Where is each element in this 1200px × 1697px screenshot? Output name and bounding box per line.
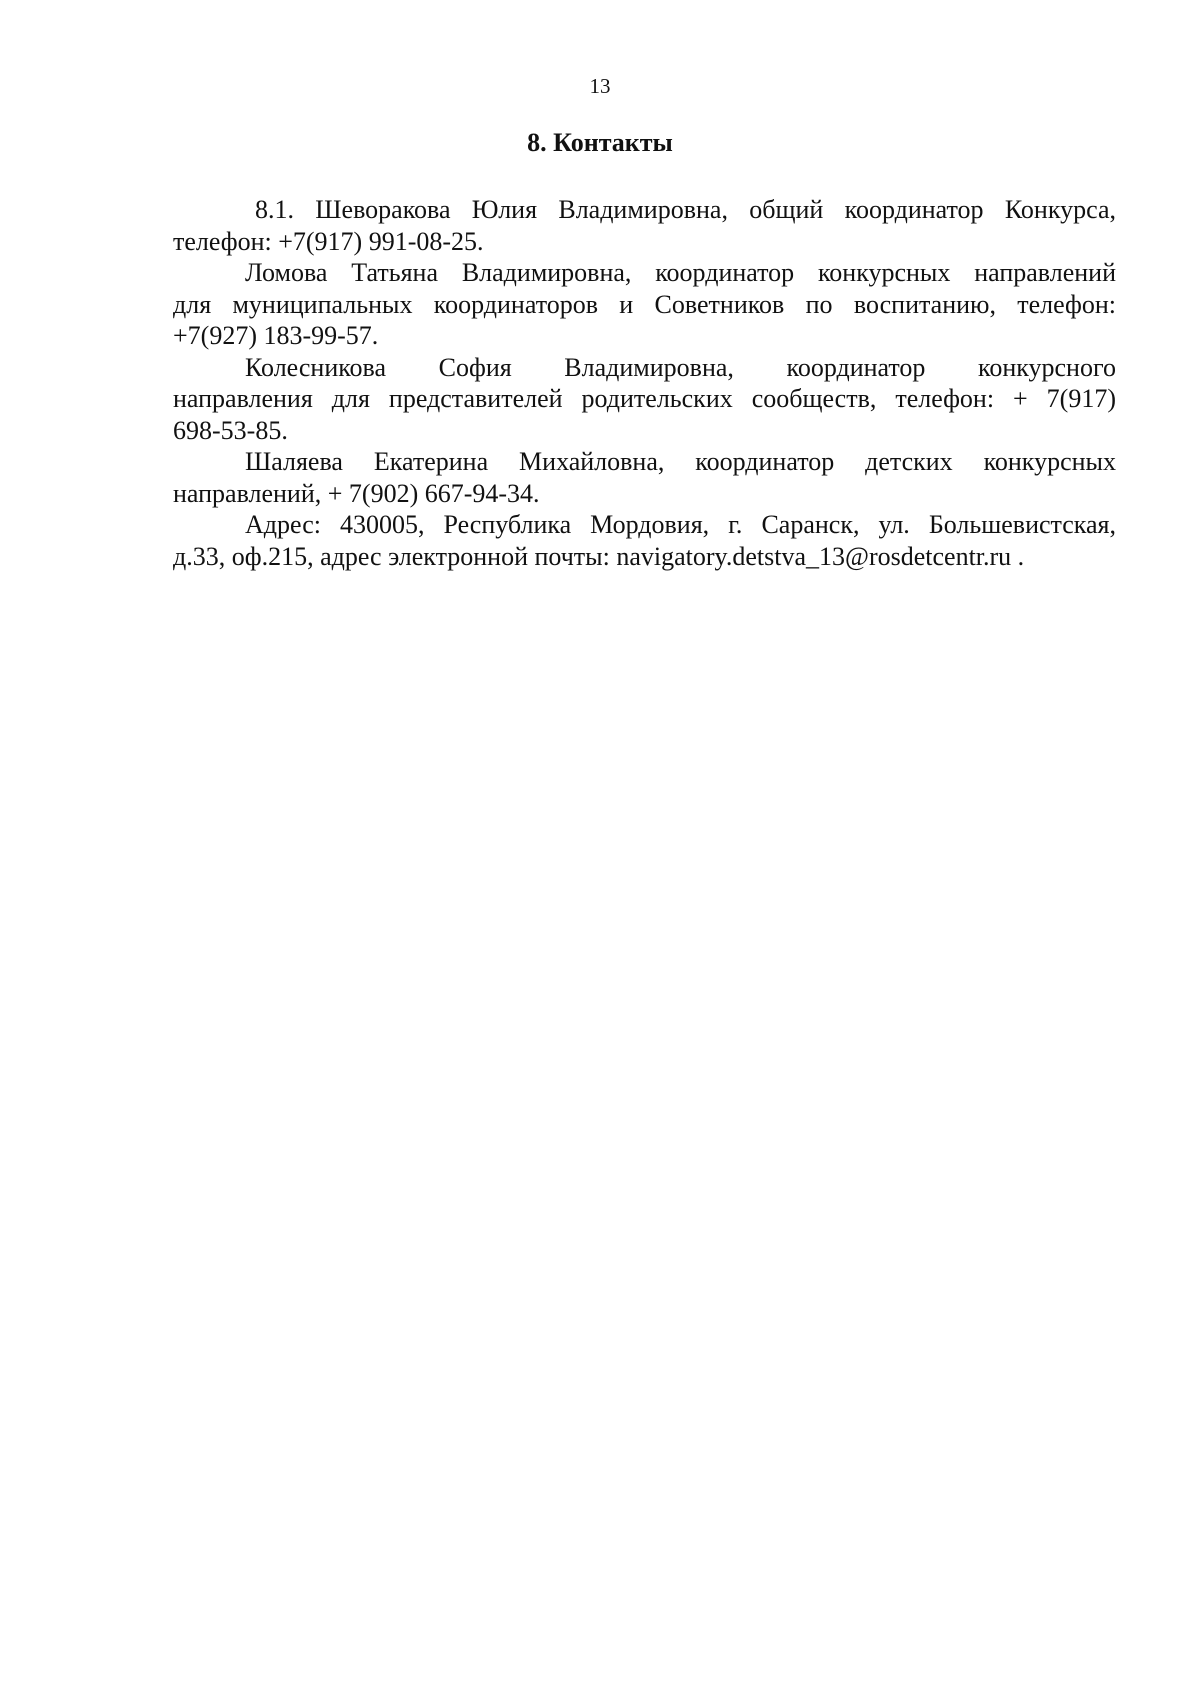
text-line: 8.1. Шеворакова Юлия Владимировна, общий координатор Конкурса,: [255, 195, 1116, 224]
text-line: направления для представителей родительских сообществ, телефон: + 7(917): [173, 384, 1116, 413]
text-line: Ломова Татьяна Владимировна, координатор конкурсных направлений: [245, 258, 1116, 287]
text-line: для муниципальных координаторов и Советников по воспитанию, телефон:: [173, 289, 1116, 319]
email-address-line: д.33, оф.215, адрес электронной почты: navigatory.detstva_13@rosdetcentr.ru .: [173, 541, 1025, 571]
text-line: Адрес: 430005, Республика Мордовия, г. Саранск, ул. Большевистская,: [245, 510, 1116, 539]
text-line: телефон: +7(917) 991-08-25.: [173, 226, 484, 256]
text-line: 698-53-85.: [173, 415, 288, 445]
section-heading: 8. Контакты: [527, 128, 673, 157]
contacts-body: [173, 194, 1116, 572]
text-line: направлений, + 7(902) 667-94-34.: [173, 478, 540, 508]
text-line: +7(927) 183-99-57.: [173, 321, 379, 350]
contact-paragraph-coordinator: [173, 194, 1116, 257]
contact-paragraph-address: [173, 509, 1116, 572]
text-line: Колесникова София Владимировна, координатор конкурсного: [245, 352, 1116, 382]
contact-paragraph-kolesnikova: [173, 352, 1116, 447]
contact-paragraph-shalyaeva: [173, 446, 1116, 509]
page-number: 13: [589, 74, 611, 98]
contact-paragraph-lomova: [173, 257, 1116, 352]
text-line: Шаляева Екатерина Михайловна, координатор детских конкурсных: [245, 447, 1116, 476]
